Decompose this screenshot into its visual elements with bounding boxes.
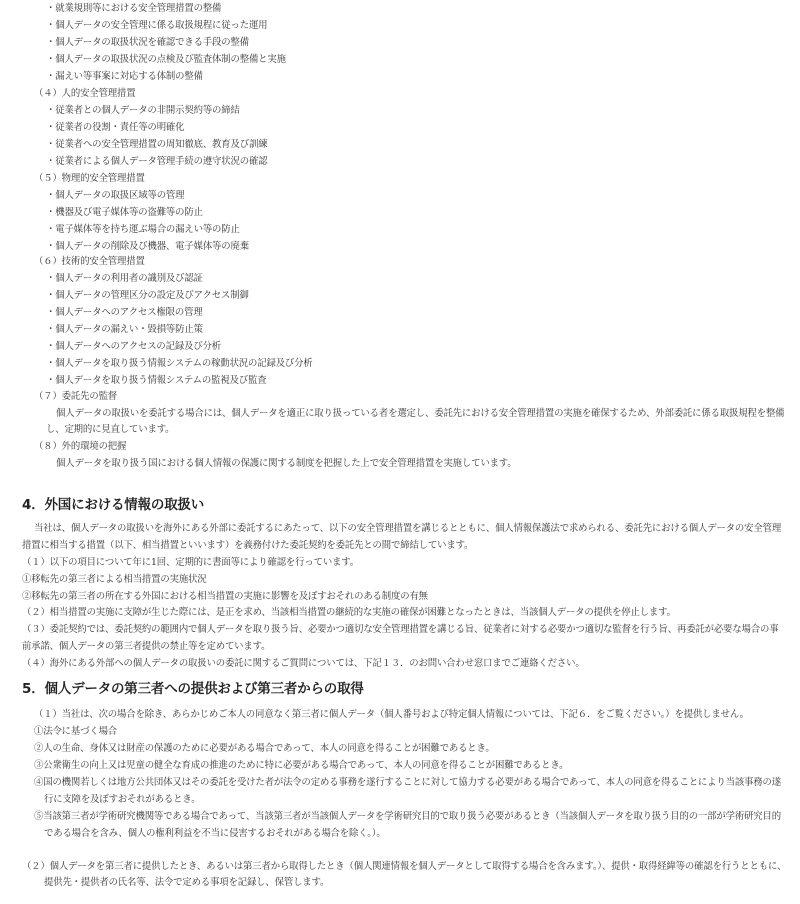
paragraph-line: 提供先・提供者の氏名等、法令で定める事項を記録し、保管します。 bbox=[44, 877, 330, 888]
subsection-heading: （４）人的安全管理措置 bbox=[34, 88, 136, 99]
list-item: ①移転先の第三者による相当措置の実施状況 bbox=[22, 574, 207, 585]
paragraph-line: である場合を含み、個人の権利利益を不当に侵害するおそれがある場合を除く。）。 bbox=[44, 828, 386, 839]
list-item: ④国の機関若しくは地方公共団体又はその委託を受けた者が法令の定める事務を遂行することに対して協力する必要がある場合であって、本人の同意を得ることにより当該事務の遂 bbox=[34, 777, 781, 788]
list-item: ・就業規則等における安全管理措置の整備 bbox=[46, 3, 222, 14]
list-item: ・個人データの安全管理に係る取扱規程に従った運用 bbox=[46, 20, 268, 31]
list-item: ・個人データの取扱区域等の管理 bbox=[46, 190, 185, 201]
list-item: ・個人データの利用者の識別及び認証 bbox=[46, 273, 203, 284]
list-item: ・漏えい等事案に対応する体制の整備 bbox=[46, 71, 203, 82]
subsection-heading: （８）外的環境の把握 bbox=[34, 441, 127, 452]
list-item: ・電子媒体等を持ち運ぶ場合の漏えい等の防止 bbox=[46, 224, 240, 235]
paragraph-line: し、定期的に見直しています。 bbox=[46, 424, 175, 435]
list-item: ・従業者への安全管理措置の周知徹底、教育及び訓練 bbox=[46, 139, 268, 150]
paragraph-line: 個人データを取り扱う国における個人情報の保護に関する制度を把握した上で安全管理措置を実施しています。 bbox=[56, 458, 517, 469]
paragraph-line: 前承諾、個人データの第三者提供の禁止等を定めています。 bbox=[22, 641, 271, 652]
list-item: ・従業者との個人データの非開示契約等の締結 bbox=[46, 105, 240, 116]
list-item: ・個人データの管理区分の設定及びアクセス制御 bbox=[46, 290, 249, 301]
list-item: ③公衆衛生の向上又は児童の健全な育成の推進のために特に必要がある場合であって、本人の同意を得ることが困難であるとき。 bbox=[34, 760, 569, 771]
section-heading-5: 5．個人データの第三者への提供および第三者からの取得 bbox=[22, 681, 364, 697]
list-item: ・個人データを取り扱う情報システムの監視及び監査 bbox=[46, 375, 267, 386]
list-item: ・機器及び電子媒体等の盗難等の防止 bbox=[46, 207, 203, 218]
list-item: ①法令に基づく場合 bbox=[34, 726, 118, 737]
paragraph-line: 個人データの取扱いを委託する場合には、個人データを適正に取り扱っている者を選定し、委託先における安全管理措置の実施を確保するため、外部委託に係る取扱規程を整備 bbox=[56, 408, 785, 419]
paragraph-line: 当社は、個人データの取扱いを海外にある外部に委託するにあたって、以下の安全管理措置を講じるとともに、個人情報保護法で求められる、委託先における個人データの安全管理 bbox=[34, 523, 782, 534]
list-item: ・個人データの取扱状況を確認できる手段の整備 bbox=[46, 37, 249, 48]
subsection-heading: （６）技術的安全管理措置 bbox=[34, 256, 145, 267]
list-item: ・個人データの漏えい・毀損等防止策 bbox=[46, 324, 203, 335]
paragraph-line: 行に支障を及ぼすおそれがあるとき。 bbox=[44, 794, 201, 805]
subsection-heading: （５）物理的安全管理措置 bbox=[34, 173, 145, 184]
list-item: ・個人データへのアクセス権限の管理 bbox=[46, 307, 203, 318]
subsection-heading: （７）委託先の監督 bbox=[34, 391, 118, 402]
paragraph-line: 措置に相当する措置（以下、相当措置といいます）を義務付けた委託契約を委託先との間で締結しています。 bbox=[22, 540, 474, 551]
list-item: ・個人データの取扱状況の点検及び監査体制の整備と実施 bbox=[46, 54, 286, 65]
list-item: ・個人データを取り扱う情報システムの稼動状況の記録及び分析 bbox=[46, 358, 313, 369]
list-item: （１）当社は、次の場合を除き、あらかじめご本人の同意なく第三者に個人データ（個人番号および特定個人情報については、下記６．をご覧ください。）を提供しません。 bbox=[34, 709, 749, 720]
list-item: （２）相当措置の実施に支障が生じた際には、是正を求め、当該相当措置の継続的な実施の確保が困難となったときは、当該個人データの提供を停止します。 bbox=[22, 607, 676, 618]
list-item: （２）個人データを第三者に提供したとき、あるいは第三者から取得したとき（個人関連情報を個人データとして取得する場合を含みます。）、提供・取得経緯等の確認を行うとともに、 bbox=[22, 861, 787, 872]
list-item: （１）以下の項目について年に1回、定期的に書面等により確認を行っています。 bbox=[22, 557, 359, 568]
list-item: ・従業者による個人データ管理手続の遵守状況の確認 bbox=[46, 156, 268, 167]
list-item: ・従業者の役割・責任等の明確化 bbox=[46, 122, 185, 133]
list-item: ・個人データの削除及び機器、電子媒体等の廃棄 bbox=[46, 241, 249, 252]
list-item: ②人の生命、身体又は財産の保護のために必要がある場合であって、本人の同意を得ることが困難であるとき。 bbox=[34, 743, 495, 754]
list-item: ・個人データへのアクセスの記録及び分析 bbox=[46, 341, 221, 352]
list-item: ⑤当該第三者が学術研究機関等である場合であって、当該第三者が当該個人データを学術研究目的で取り扱う必要があるとき（当該個人データを取り扱う目的の一部が学術研究目的 bbox=[34, 811, 781, 822]
list-item: （４）海外にある外部への個人データの取扱いの委託に関するご質問については、下記１３．のお問い合わせ窓口までご連絡ください。 bbox=[22, 658, 585, 669]
section-heading-4: 4．外国における情報の取扱い bbox=[22, 497, 205, 513]
list-item: ②移転先の第三者の所在する外国における相当措置の実施に影響を及ぼすおそれのある制度の有無 bbox=[22, 591, 428, 602]
list-item: （３）委託契約では、委託契約の範囲内で個人データを取り扱う旨、必要かつ適切な安全管理措置を講じる旨、従業者に対する必要かつ適切な監督を行う旨、再委託が必要な場合の事 bbox=[22, 624, 779, 635]
